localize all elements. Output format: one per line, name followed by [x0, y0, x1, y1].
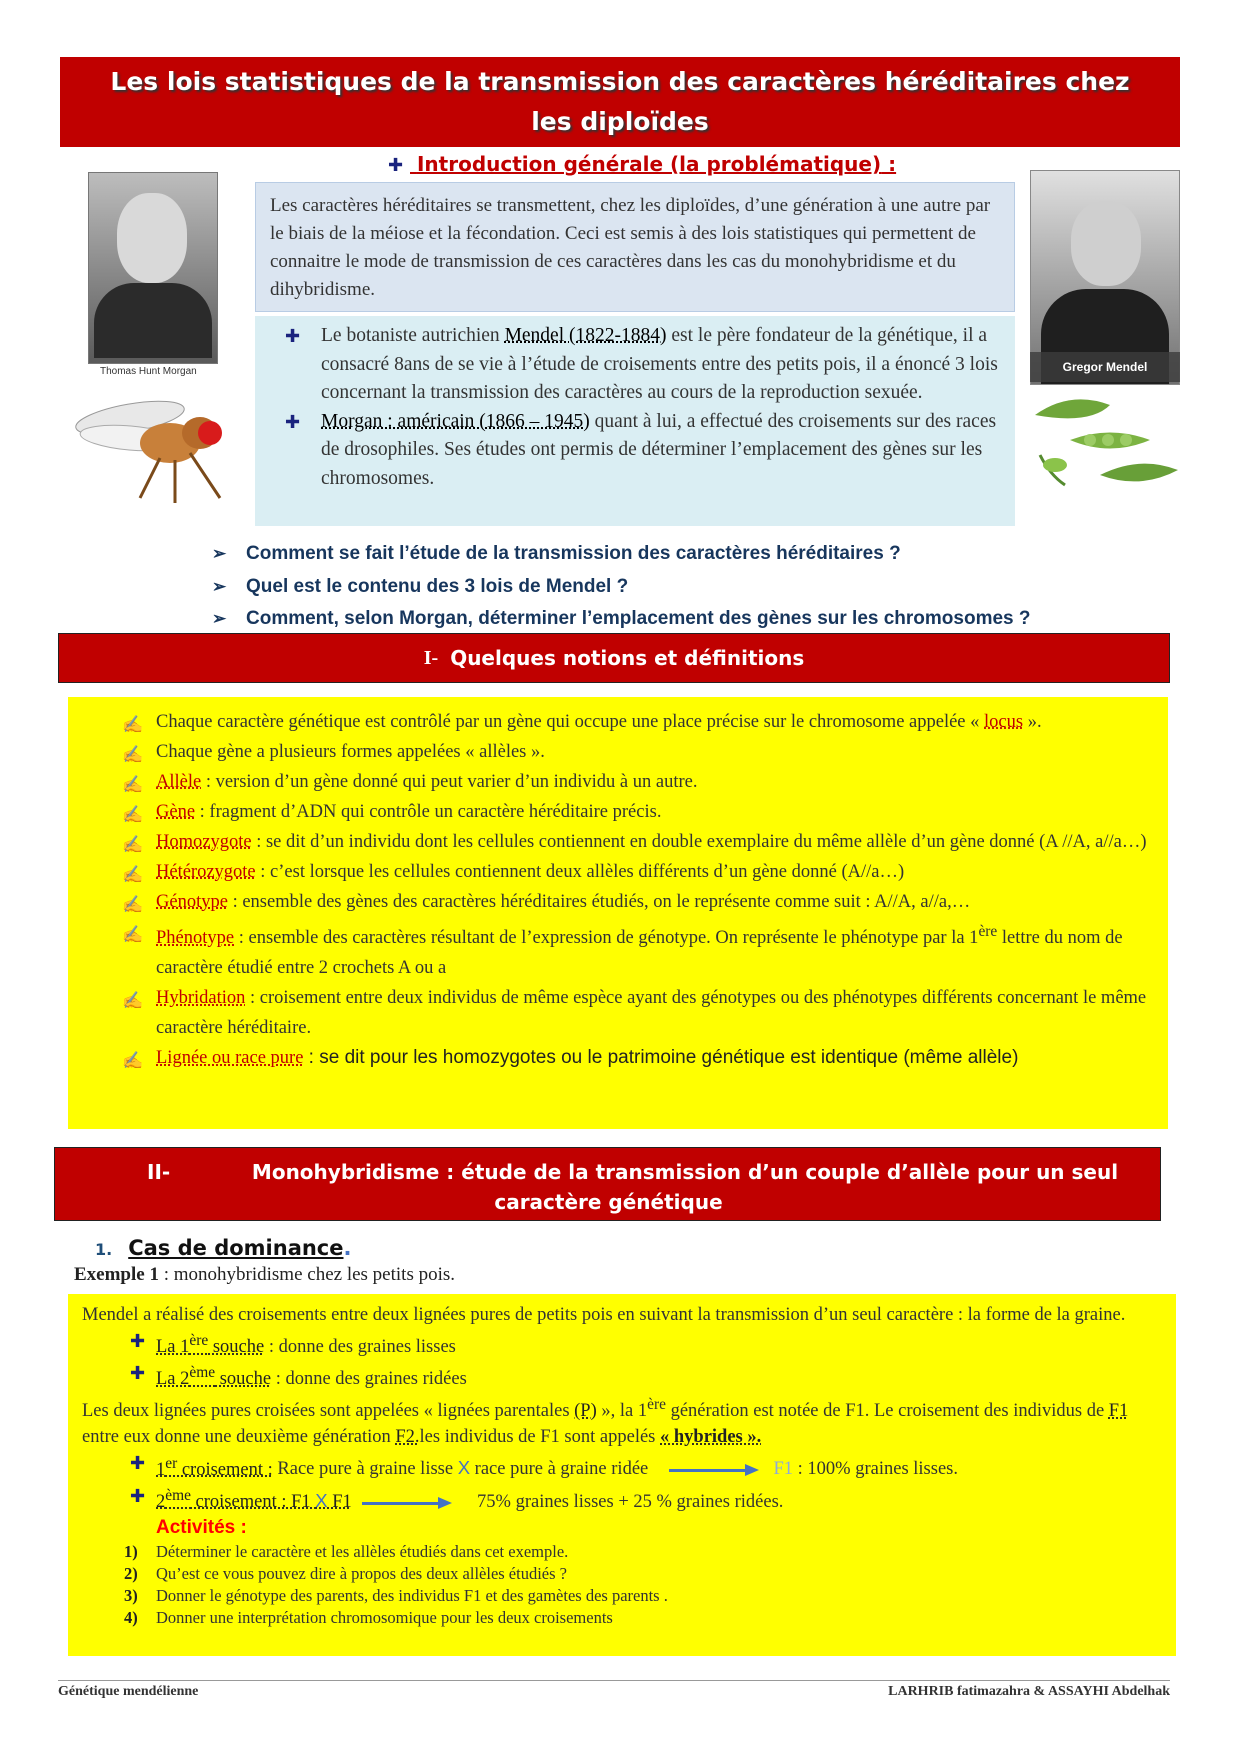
bullet-arrow-icon: ✚: [285, 326, 301, 346]
bullet-arrow-icon: ✚: [130, 1453, 146, 1474]
experiment-box: [68, 1294, 1176, 1656]
section2-title-line2: caractère génétique: [494, 1190, 723, 1214]
bullet-arrow-icon: ✚: [388, 155, 404, 176]
morgan-bullet: [285, 408, 1001, 494]
page-title: Les lois statistiques de la transmission des caractères héréditaires chez les diploïdes: [110, 67, 1130, 136]
definition-item: ✍ Chaque caractère génétique est contrôlé par un gène qui occupe une place précise sur le chromosome appelée « locus ».: [122, 707, 1156, 737]
cross2-item: ✚ 2ème croisement : F1 X F1 75% graines lisses + 25 % graines ridées.: [82, 1483, 1162, 1515]
definition-item: ✍ Homozygote : se dit d’un individu dont les cellules contiennent en double exemplaire du même allèle d’un gène donné (A //A, a//a…): [122, 827, 1156, 857]
pencil-icon: ✍: [122, 1051, 144, 1071]
mendel-name: Mendel (1822-1884): [504, 325, 667, 346]
definition-item: ✍ Hétérozygote : c’est lorsque les cellules contiennent deux allèles différents d’un gène donné (A//a…): [122, 857, 1156, 887]
intro-heading: [388, 152, 896, 176]
section2-banner: [54, 1147, 1161, 1221]
pencil-icon: ✍: [122, 991, 144, 1011]
cross1-item: ✚ 1er croisement : Race pure à graine lisse X race pure à graine ridée F1 : 100% graines lisses.: [82, 1450, 1162, 1482]
subsection1-title: Cas de dominance: [128, 1236, 344, 1260]
bullet-arrow-icon: ✚: [130, 1363, 146, 1384]
pencil-icon: ✍: [122, 745, 144, 764]
pencil-icon: ✍: [122, 805, 144, 824]
pea-pods-image: [1030, 385, 1180, 495]
footer-right-text: LARHRIB fatimazahra & ASSAYHI Abdelhak: [888, 1684, 1170, 1699]
intro-heading-text: Introduction générale (la problématique): [416, 152, 882, 176]
pencil-icon: ✍: [122, 895, 144, 914]
example1-label: Exemple 1 : monohybridisme chez les petits pois.: [74, 1264, 456, 1285]
arrowhead-icon: ➢: [212, 609, 227, 628]
definition-item: ✍ Phénotype : ensemble des caractères résultant de l’expression de génotype. On représente le phénotype par la 1ère lettre du nom de caractère étudié entre 2 crochets A ou a: [122, 917, 1156, 983]
strain2-item: ✚ La 2ème souche : donne des graines ridées: [82, 1360, 1162, 1392]
pencil-icon: ✍: [122, 835, 144, 854]
drosophila-fly-image: [70, 388, 240, 508]
bullet-arrow-icon: ✚: [285, 411, 301, 432]
question-item: [210, 538, 1110, 571]
question-text: Quel est le contenu des 3 lois de Mendel ?: [246, 575, 629, 597]
question-list: [210, 538, 1110, 636]
arrowhead-icon: ➢: [212, 544, 227, 563]
pencil-icon: ✍: [122, 925, 144, 944]
definition-item: ✍ Génotype : ensemble des gènes des caractères héréditaires étudiés, on le représente comme suit : A//A, a//a,…: [122, 887, 1156, 917]
title-banner: [60, 57, 1180, 147]
pencil-icon: ✍: [122, 715, 144, 734]
mendel-caption: Gregor Mendel: [1030, 352, 1180, 382]
morgan-name: Morgan : américain (1866 – 1945): [321, 410, 590, 432]
question-item: [210, 603, 1110, 636]
history-box: [255, 316, 1015, 526]
activity-item: 2) Qu’est ce vous pouvez dire à propos des deux allèles étudiés ?: [124, 1563, 567, 1583]
subsection1-number: 1.: [95, 1240, 113, 1259]
intro-paragraph: Les caractères héréditaires se transmettent, chez les diploïdes, d’une génération à une autre par le biais de la méiose et la fécondation. Ceci est semis à des lois statistiques qui permettent de connaitre le mode de transmission de ces caractères dans les cas du monohybridisme et du dihybridisme.: [270, 195, 991, 300]
subsection1-heading: 1. Cas de dominance.: [95, 1236, 352, 1260]
generations-paragraph: Les deux lignées pures croisées sont appelées « lignées parentales (P) », la 1ère génération est notée de F1. Le croisement des individus de F1 entre eux donne une deuxième génération F2.les individus de F1 sont appelés « hybrides ».: [82, 1396, 1129, 1448]
activity-item: 3) Donner le génotype des parents, des individus F1 et des gamètes des parents .: [124, 1585, 668, 1605]
bullet-arrow-icon: ✚: [130, 1485, 146, 1506]
arrowhead-icon: ➢: [212, 576, 227, 596]
activity-item: 4) Donner une interprétation chromosomique pour les deux croisements: [124, 1607, 613, 1627]
activity-item: 1) Déterminer le caractère et les allèles étudiés dans cet exemple.: [124, 1541, 569, 1561]
right-arrow-icon: [669, 1464, 759, 1476]
morgan-caption: Thomas Hunt Morgan: [100, 366, 197, 377]
section2-number: II-: [147, 1160, 171, 1184]
definition-item: ✍ Chaque gène a plusieurs formes appelées « allèles ».: [122, 737, 1156, 767]
definition-item: ✍ Lignée ou race pure : se dit pour les homozygotes ou le patrimoine génétique est identique (même allèle): [122, 1043, 1156, 1073]
strain1-item: ✚ La 1ère souche : donne des graines lisses: [82, 1328, 1162, 1360]
intro-paragraph-box: [255, 182, 1015, 312]
question-item: [210, 571, 1110, 604]
morgan-post-text: quant à lui, a effectué des croisements sur des races de drosophiles. Ses études ont permis de déterminer l’emplacement des gènes sur les chromosomes.: [321, 410, 997, 489]
mendel-pre-text: Le botaniste autrichien: [321, 325, 505, 346]
pencil-icon: ✍: [122, 865, 144, 884]
section1-banner: [58, 633, 1170, 683]
section2-title-line1: Monohybridisme : étude de la transmission d’un couple d’allèle pour un seul: [251, 1160, 1119, 1184]
question-text: Comment, selon Morgan, déterminer l’emplacement des gènes sur les chromosomes ?: [246, 608, 1031, 629]
definitions-box: [68, 697, 1168, 1129]
activities-title: Activités :: [156, 1516, 247, 1538]
definition-item: ✍ Gène : fragment d’ADN qui contrôle un caractère héréditaire précis.: [122, 797, 1156, 827]
pencil-icon: ✍: [122, 775, 144, 794]
footer-divider: [58, 1680, 1170, 1681]
mendel-post-text: est le père fondateur de la génétique, il a consacré 8ans de se vie à l’étude de croisements entre des petits pois, il a énoncé 3 lois concernant la transmission des caractères au cours de la reproduction sexuée.: [321, 325, 998, 403]
section1-title: Quelques notions et définitions: [450, 646, 805, 670]
question-text: Comment se fait l’étude de la transmission des caractères héréditaires ?: [246, 543, 901, 564]
intro-heading-suffix: :: [881, 152, 897, 176]
morgan-portrait-image: [88, 172, 218, 364]
experiment-intro: Mendel a réalisé des croisements entre deux lignées pures de petits pois en suivant la transmission d’un seul caractère : la forme de la graine.: [82, 1305, 1126, 1325]
definition-item: ✍ Hybridation : croisement entre deux individus de même espèce ayant des génotypes ou des phénotypes différents concernant le même caractère héréditaire.: [122, 988, 1147, 1039]
footer-left-text: Génétique mendélienne: [58, 1684, 199, 1699]
right-arrow-icon: [362, 1497, 452, 1509]
mendel-bullet: [285, 322, 1001, 408]
bullet-arrow-icon: ✚: [130, 1331, 146, 1351]
definition-item: ✍ Allèle : version d’un gène donné qui peut varier d’un individu à un autre.: [122, 767, 1156, 797]
section1-number: I-: [423, 646, 439, 669]
